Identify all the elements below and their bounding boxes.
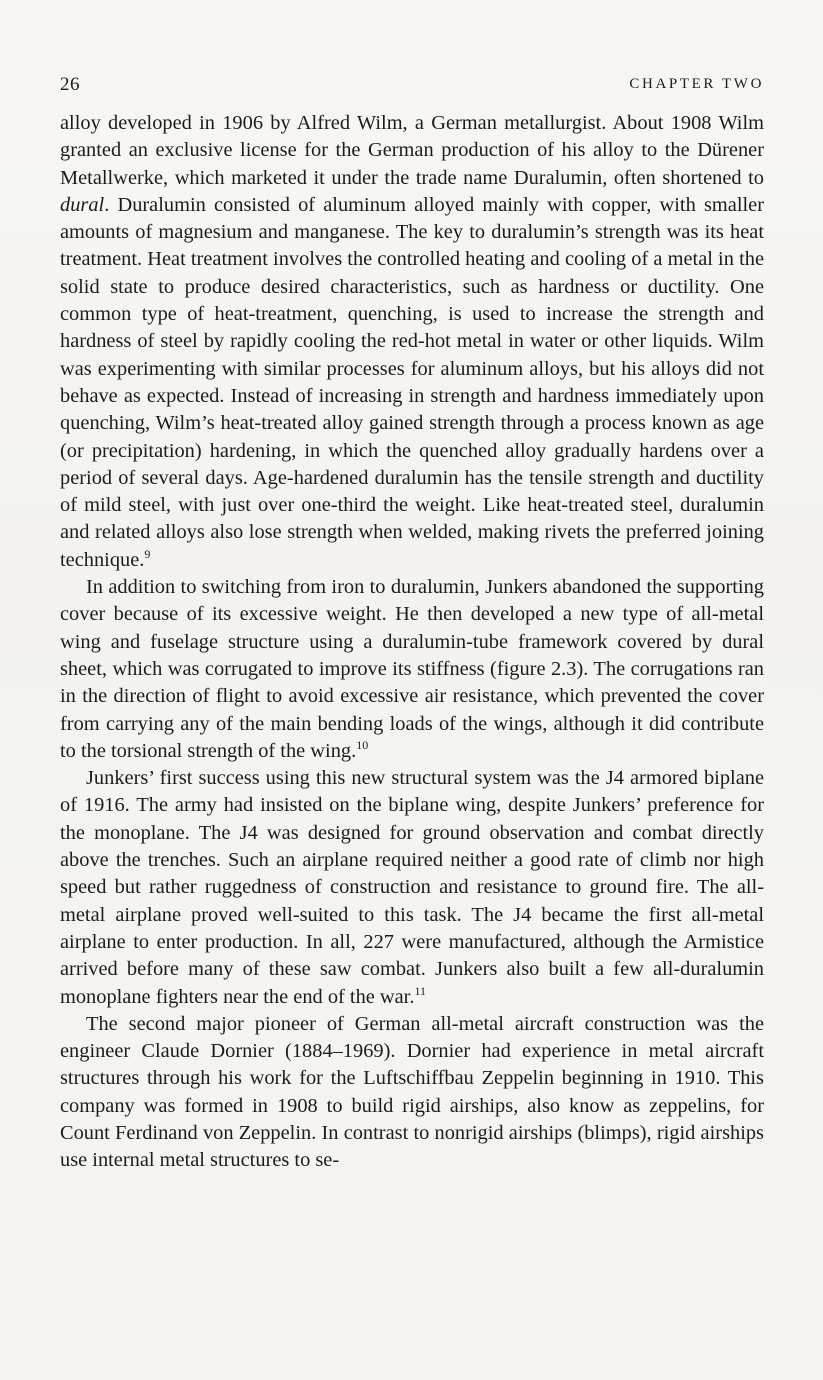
footnote-ref-10: 10 (356, 737, 369, 752)
paragraph-4-text: The second major pioneer of German all-metal aircraft construction was the engineer Claude Dornier (1884–1969). Dornier had experience in metal aircraft structures through his work for the Luftschiffbau Zeppelin beginning in 1910. This company was formed in 1908 to build rigid airships, also know as zeppelins, for Count Ferdinand von Zeppelin. In contrast to nonrigid airships (blimps), rigid airships use internal metal structures to se- (60, 1012, 764, 1172)
paragraph-2-text: In addition to switching from iron to duralumin, Junkers abandoned the supporting cover because of its excessive weight. He then developed a new type of all-metal wing and fuselage structure using a duralumin-tube framework covered by dural sheet, which was corrugated to improve its stiffness (figure 2.3). The corrugations ran in the direction of flight to avoid excessive air resistance, which prevented the cover from carrying any of the main bending loads of the wings, although it did contribute to the torsional strength of the wing. (60, 576, 764, 762)
footnote-ref-11: 11 (414, 983, 427, 998)
paragraph-3 (60, 765, 764, 1011)
body-text (60, 110, 764, 1175)
footnote-ref-9: 9 (144, 546, 151, 561)
paragraph-1 (60, 110, 764, 574)
page-number: 26 (60, 74, 80, 95)
paragraph-2 (60, 574, 764, 765)
paragraph-1-text-b: . Duralumin consisted of aluminum alloyed mainly with copper, with smaller amounts of magnesium and manganese. The key to duralumin’s strength was its heat treatment. Heat treatment involves the controlled heating and cooling of a metal in the solid state to produce desired characteristics, such as hardness or ductility. One common type of heat-treatment, quenching, is used to increase the strength and hardness of steel by rapidly cooling the red-hot metal in water or other liquids. Wilm was experimenting with similar processes for aluminum alloys, but his alloys did not behave as expected. Instead of increasing in strength and hardness immediately upon quenching, Wilm’s heat-treated alloy gained strength through a process known as age (or precipitation) hardening, in which the quenched alloy gradually hardens over a period of several days. Age-hardened duralumin has the tensile strength and ductility of mild steel, with just over one-third the weight. Like heat-treated steel, duralumin and related alloys also lose strength when welded, making rivets the preferred joining technique. (60, 193, 764, 571)
paragraph-1-italic-term: dural (60, 193, 105, 216)
paragraph-1-text-a: alloy developed in 1906 by Alfred Wilm, a German metallurgist. About 1908 Wilm granted an exclusive license for the German production of his alloy to the Dürener Metallwerke, which marketed it under the trade name Duralumin, often shortened to (60, 112, 764, 189)
running-head (60, 74, 764, 102)
paragraph-3-text: Junkers’ first success using this new structural system was the J4 armored biplane of 1916. The army had insisted on the biplane wing, despite Junkers’ preference for the monoplane. The J4 was designed for ground observation and combat directly above the trenches. Such an airplane required neither a good rate of climb nor high speed but rather ruggedness of construction and resistance to ground fire. The all-metal airplane proved well-suited to this task. The J4 became the first all-metal airplane to enter production. In all, 227 were manufactured, although the Armistice arrived before many of these saw combat. Junkers also built a few all-duralumin monoplane fighters near the end of the war. (60, 767, 764, 1008)
chapter-title: CHAPTER TWO (629, 76, 764, 92)
paragraph-4 (60, 1011, 764, 1175)
